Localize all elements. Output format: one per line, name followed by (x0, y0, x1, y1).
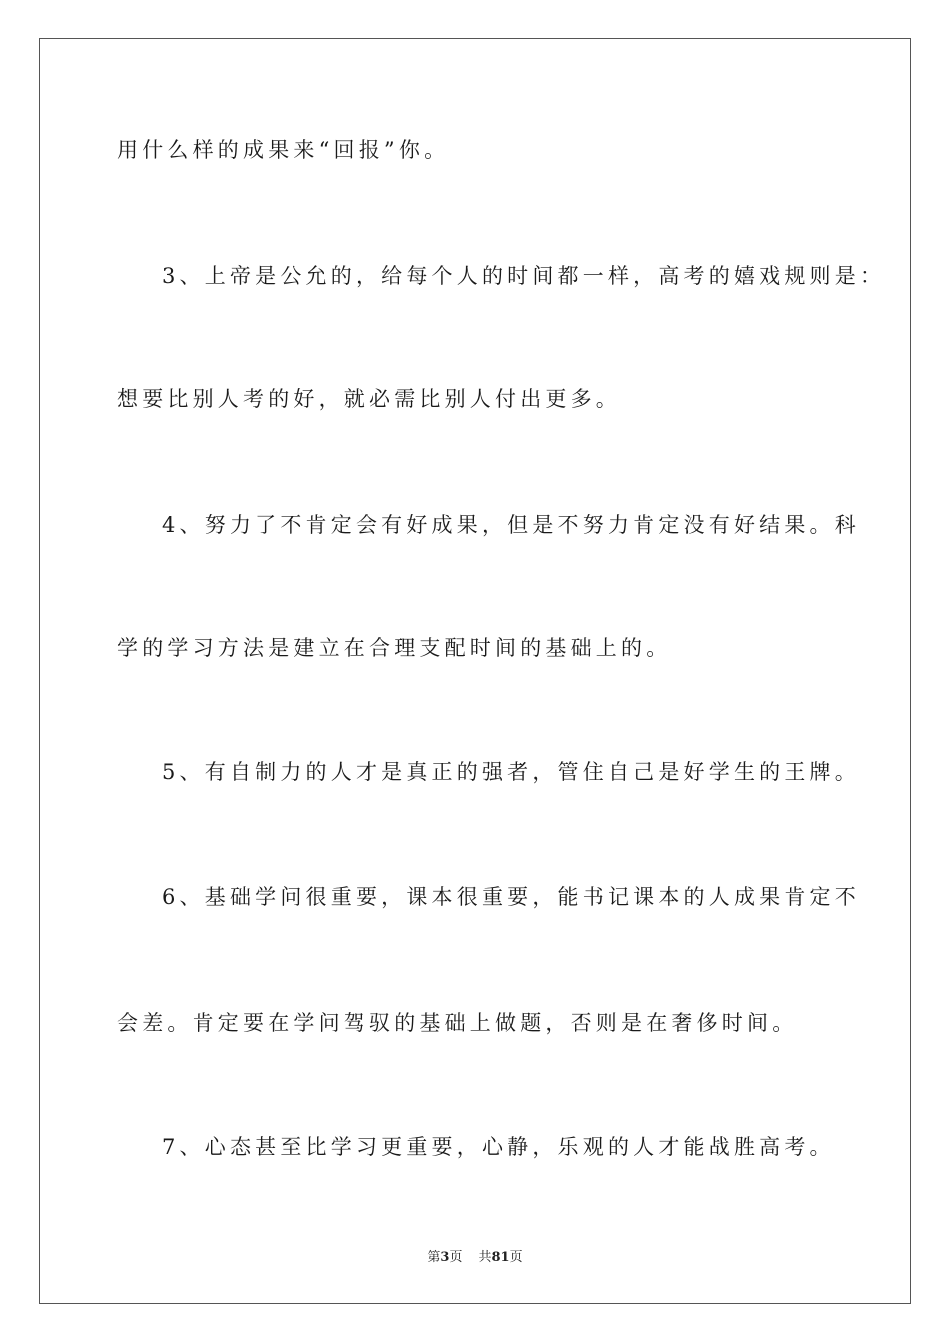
page-footer (0, 1246, 950, 1265)
text-line-2: 3、上帝是公允的，给每个人的时间都一样，高考的嬉戏规则是： (162, 264, 886, 288)
text-line-5: 学的学习方法是建立在合理支配时间的基础上的。 (117, 636, 672, 660)
total-pages: 81 (491, 1250, 510, 1265)
text-line-8: 会差。肯定要在学问驾驭的基础上做题，否则是在奢侈时间。 (117, 1011, 798, 1035)
text-line-1: 用什么样的成果来“回报”你。 (117, 138, 450, 162)
text-line-7: 6、基础学问很重要，课本很重要，能书记课本的人成果肯定不 (162, 885, 860, 909)
text-line-6: 5、有自制力的人才是真正的强者，管住自己是好学生的王牌。 (162, 760, 860, 784)
page-prefix: 第 (427, 1250, 441, 1265)
text-line-3: 想要比别人考的好，就必需比别人付出更多。 (117, 387, 621, 411)
text-line-4: 4、努力了不肯定会有好成果，但是不努力肯定没有好结果。科 (162, 513, 860, 537)
text-line-9: 7、心态甚至比学习更重要，心静，乐观的人才能战胜高考。 (162, 1135, 835, 1159)
page-frame (39, 38, 911, 1304)
page-suffix: 页 (449, 1250, 463, 1265)
total-suffix: 页 (509, 1250, 523, 1265)
page-number: 3 (440, 1250, 450, 1265)
total-prefix: 共 (478, 1250, 492, 1265)
